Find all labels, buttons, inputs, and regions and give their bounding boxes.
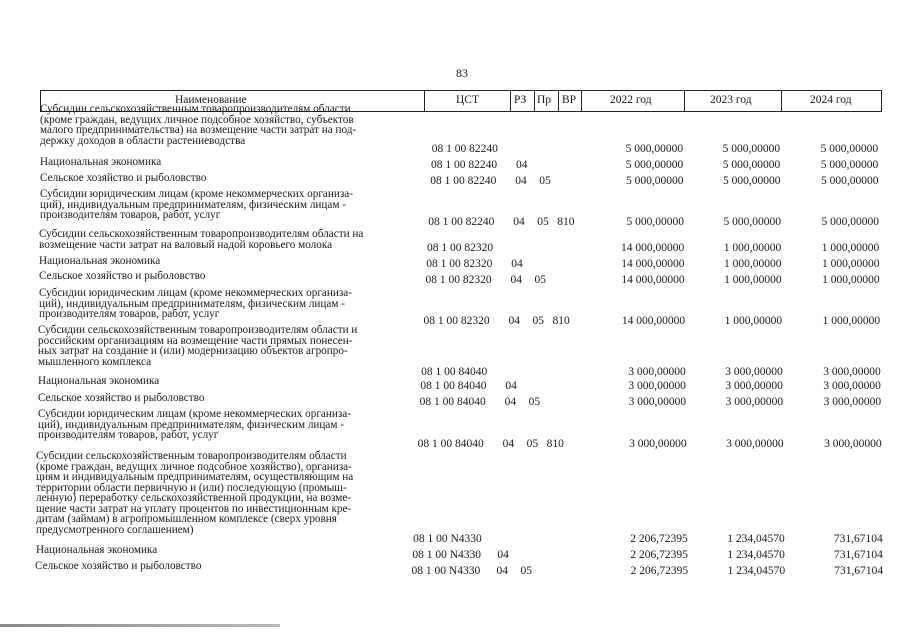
cell-2024: 5 000,00000 — [821, 216, 879, 228]
cell-2022: 2 206,72395 — [630, 549, 688, 561]
cell-2022: 3 000,00000 — [628, 380, 686, 392]
header-name: Наименование — [175, 94, 247, 106]
cell-pr: 05 — [526, 438, 539, 450]
cell-2023: 3 000,00000 — [725, 380, 783, 392]
scan-edge — [0, 624, 280, 627]
cell-2023: 3 000,00000 — [725, 396, 784, 408]
cell-pr: 05 — [534, 274, 547, 286]
header-2024: 2024 год — [810, 94, 852, 106]
cell-cst: 08 1 00 N4330 — [412, 549, 481, 561]
cell-2022: 2 206,72395 — [630, 533, 688, 545]
cell-rz: 04 — [510, 274, 523, 286]
cell-cst: 08 1 00 82240 — [431, 159, 498, 171]
cell-pr: 05 — [520, 565, 533, 577]
cell-cst: 08 1 00 82320 — [425, 274, 492, 286]
row-name: Национальная экономика — [38, 375, 160, 387]
cell-2022: 14 000,00000 — [621, 242, 685, 254]
cell-cst: 08 1 00 N4330 — [411, 565, 481, 577]
cell-cst: 08 1 00 84040 — [420, 380, 487, 392]
row-name: Сельское хозяйство и рыболовство — [40, 172, 207, 184]
cell-vr: 810 — [557, 216, 575, 228]
cell-2024: 1 000,00000 — [821, 258, 880, 270]
cell-pr: 05 — [528, 396, 541, 408]
cell-2024: 1 000,00000 — [822, 315, 881, 327]
cell-2022: 14 000,00000 — [621, 258, 685, 270]
row-name: Субсидии сельскохозяйственным товаропроизводителям области (кроме граждан, ведущих личное подсобное хозяйство, субъектов малого предпринимательства) на возмещение части затрат на под- держку доходов в области растениеводства — [40, 103, 357, 147]
header-2022: 2022 год — [610, 94, 652, 106]
cell-2023: 5 000,00000 — [722, 159, 781, 171]
cell-rz: 04 — [513, 216, 525, 228]
cell-2024: 5 000,00000 — [820, 175, 879, 187]
cell-2023: 5 000,00000 — [722, 175, 781, 187]
cell-cst: 08 1 00 82320 — [423, 315, 490, 327]
cell-rz: 04 — [504, 396, 517, 408]
cell-pr: 05 — [537, 216, 549, 228]
cell-cst: 08 1 00 84040 — [421, 366, 488, 378]
cell-2022: 14 000,00000 — [621, 274, 685, 286]
cell-cst: 08 1 00 82240 — [428, 216, 495, 228]
cell-cst: 08 1 00 N4330 — [413, 533, 482, 545]
cell-2022: 2 206,72395 — [630, 565, 689, 577]
row-name: Национальная экономика — [39, 255, 161, 267]
row-name: Национальная экономика — [36, 544, 158, 556]
cell-2024: 3 000,00000 — [823, 366, 881, 378]
header-pr: Пр — [537, 94, 552, 106]
row-name: Сельское хозяйство и рыболовство — [35, 560, 202, 572]
cell-cst: 08 1 00 82320 — [426, 258, 493, 270]
cell-2024: 5 000,00000 — [820, 159, 879, 171]
cell-2024: 3 000,00000 — [823, 380, 881, 392]
cell-rz: 04 — [502, 438, 515, 450]
row-name: Субсидии сельскохозяйственным товаропроизводителям области (кроме граждан, ведущих личное подсобное хозяйство), организа- циям и индивидуальным предпринимателям, осуществляющим на территории области первичную и (или) последующую (промыш- ленную) переработку сельскохозяйственной продукции, на возме- щение части затрат на уплату процентов по инвестиционным кре- дитам (займам) в агропромышленном комплексе (сверх уровня предусмотренного соглашением) — [36, 450, 354, 536]
cell-2024: 1 000,00000 — [821, 242, 880, 254]
cell-2023: 1 000,00000 — [724, 274, 782, 286]
cell-rz: 04 — [508, 315, 521, 327]
cell-2023: 1 000,00000 — [723, 258, 782, 270]
header-cst: ЦСТ — [456, 94, 479, 106]
cell-rz: 04 — [496, 565, 509, 577]
header-rz: РЗ — [514, 94, 527, 106]
page-number: 83 — [456, 66, 468, 80]
cell-rz: 04 — [516, 159, 528, 171]
cell-cst: 08 1 00 84040 — [419, 396, 486, 408]
cell-2024: 5 000,00000 — [820, 143, 879, 155]
row-name: Субсидии юридическим лицам (кроме некоммерческих организа- ций), индивидуальным предпринимателям, физическим лицам - производителям товаров, работ, услуг — [40, 188, 353, 221]
cell-rz: 04 — [505, 380, 517, 392]
cell-2023: 1 234,04570 — [727, 533, 785, 545]
cell-rz: 04 — [497, 549, 509, 561]
row-name: Субсидии юридическим лицам (кроме некоммерческих организа- ций), индивидуальным предпринимателям, физическим лицам - производителям товаров, работ, услуг — [38, 408, 351, 441]
cell-2024: 3 000,00000 — [823, 396, 882, 408]
row-name: Национальная экономика — [40, 156, 162, 168]
cell-2022: 5 000,00000 — [625, 175, 684, 187]
cell-2023: 1 234,04570 — [727, 565, 786, 577]
cell-2022: 5 000,00000 — [625, 143, 684, 155]
cell-2023: 3 000,00000 — [725, 366, 783, 378]
row-name: Субсидии сельскохозяйственным товаропроизводителям области на возмещение части затрат на валовый надой коровьего молока — [39, 228, 364, 251]
cell-cst: 08 1 00 82320 — [427, 242, 494, 254]
cell-rz: 04 — [515, 175, 527, 187]
cell-rz: 04 — [511, 258, 523, 270]
cell-2024: 1 000,00000 — [822, 274, 880, 286]
cell-2022: 3 000,00000 — [629, 438, 687, 450]
cell-2024: 731,67104 — [834, 565, 884, 577]
cell-2023: 1 000,00000 — [724, 315, 783, 327]
cell-vr: 810 — [552, 315, 570, 327]
row-name: Субсидии юридическим лицам (кроме некоммерческих организа- ций), индивидуальным предпринимателям, физическим лицам - производителям товаров, работ, услуг — [39, 287, 352, 320]
cell-pr: 05 — [539, 175, 551, 187]
cell-2022: 3 000,00000 — [628, 396, 687, 408]
cell-2022: 5 000,00000 — [625, 159, 684, 171]
cell-2023: 1 234,04570 — [727, 549, 785, 561]
cell-2023: 3 000,00000 — [726, 438, 784, 450]
cell-cst: 08 1 00 82240 — [430, 175, 497, 187]
row-name: Субсидии сельскохозяйственным товаропроизводителям области и российским организациям на возмещение части прямых понесен- ных затрат на создание и (или) модернизацию объектов агропро- мышленного комплекса — [38, 324, 358, 368]
cell-2024: 731,67104 — [833, 533, 883, 545]
header-vr: ВР — [562, 94, 577, 106]
cell-2023: 1 000,00000 — [723, 242, 782, 254]
row-name: Сельское хозяйство и рыболовство — [39, 270, 206, 282]
cell-2022: 3 000,00000 — [628, 366, 686, 378]
cell-pr: 05 — [532, 315, 545, 327]
cell-cst: 08 1 00 82240 — [431, 143, 498, 155]
cell-2024: 731,67104 — [834, 549, 883, 561]
cell-2022: 5 000,00000 — [626, 216, 684, 228]
cell-2023: 5 000,00000 — [723, 216, 781, 228]
header-2023: 2023 год — [710, 94, 752, 106]
row-name: Сельское хозяйство и рыболовство — [38, 392, 205, 404]
cell-vr: 810 — [546, 438, 564, 450]
cell-2023: 5 000,00000 — [722, 143, 781, 155]
cell-2022: 14 000,00000 — [621, 315, 686, 327]
cell-2024: 3 000,00000 — [824, 438, 882, 450]
cell-cst: 08 1 00 84040 — [417, 438, 484, 450]
